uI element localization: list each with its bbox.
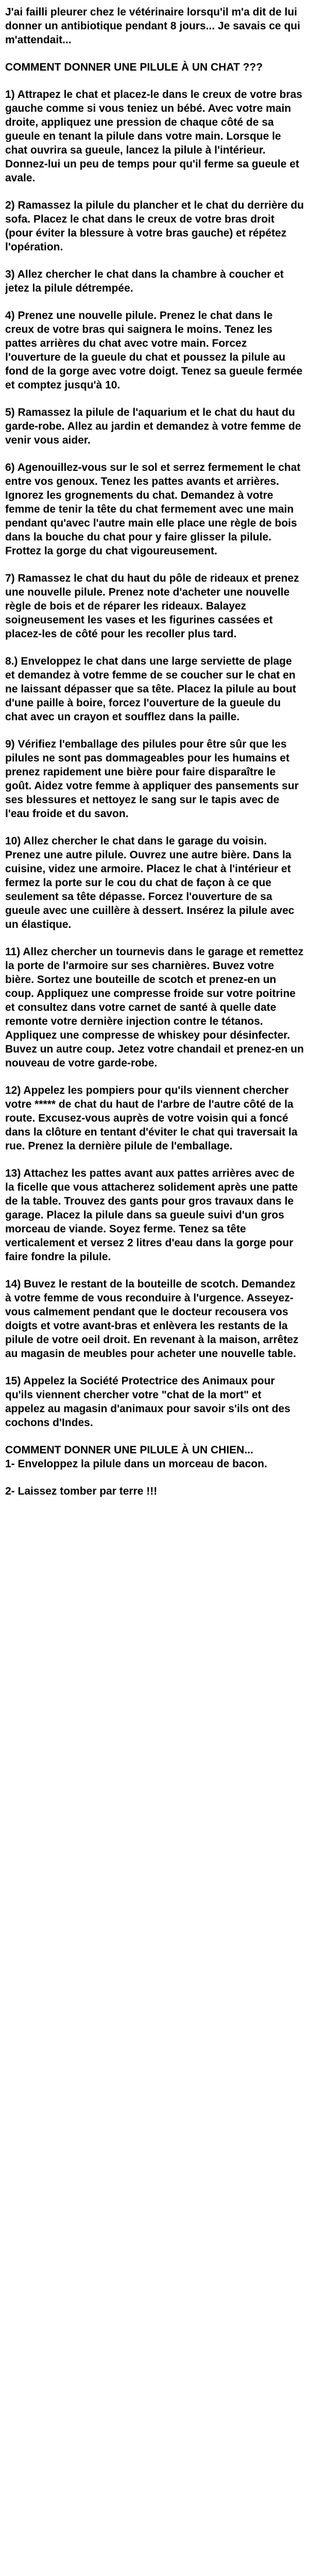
- cat-step-14: 14) Buvez le restant de la bouteille de scotch. Demandez à votre femme de vous reconduire à l'urgence. Asseyez-vous calmement pendant que le docteur recousera vos doigts et votre avant-bras et enlèvera les restants de la pilule de votre oeil droit. En revenant à la maison, arrêtez au magasin de meubles pour acheter une nouvelle table.: [5, 1278, 299, 1360]
- cat-step-4: 4) Prenez une nouvelle pilule. Prenez le chat dans le creux de votre bras qui saignera le moins. Tenez les pattes arrières du chat avec votre main. Forcez l'ouverture de la gueule du chat et poussez la pilule au fond de la gorge avec votre doigt. Tenez sa gueule fermée et comptez jusqu'à 10.: [5, 310, 303, 391]
- cat-step-13: 13) Attachez les pattes avant aux pattes arrières avec de la ficelle que vous attacherez solidement après une patte de la table. Trouvez des gants pour gros travaux dans le garage. Placez la pilule dans sa gueule suivi d'un gros morceau de viande. Soyez ferme. Tenez sa tête verticalement et versez 2 litres d'eau dans la gorge pour faire fondre la pilule.: [5, 1167, 298, 1263]
- cat-step-2: 2) Ramassez la pilule du plancher et le chat du derrière du sofa. Placez le chat dans le creux de votre bras droit (pour éviter la blessure à votre bras gauche) et répétez l'opération.: [5, 199, 304, 253]
- cat-step-8: 8.) Enveloppez le chat dans une large serviette de plage et demandez à votre femme de se coucher sur le chat en ne laissant dépasser que sa tête. Placez la pilule au bout d'une paille à boire, forcez l'ouverture de la gueule du chat avec un crayon et soufflez dans la paille.: [5, 655, 296, 723]
- cat-step-9: 9) Vérifiez l'emballage des pilules pour être sûr que les pilules ne sont pas dommageables pour les humains et prenez rapidement une bière pour faire disparaître le goût. Aidez votre femme à appliquer des pansements sur ses blessures et nettoyez le sang sur le tapis avec de l'eau froide et du savon.: [5, 738, 299, 820]
- cat-step-6: 6) Agenouillez-vous sur le sol et serrez fermement le chat entre vos genoux. Tenez les pattes avants et arrières. Ignorez les grognements du chat. Demandez à votre femme de tenir la tête du chat fermement avec une main pendant qu'avec l'autre main elle place une règle de bois dans la bouche du chat pour y faire glisser la pilule. Frottez la gorge du chat vigoureusement.: [5, 462, 301, 557]
- cat-step-15: 15) Appelez la Société Protectrice des Animaux pour qu'ils viennent chercher votre "chat de la mort" et appelez au magasin d'animaux pour savoir s'ils ont des cochons d'Indes.: [5, 1375, 290, 1429]
- section-title-dog: COMMENT DONNER UNE PILULE À UN CHIEN...: [5, 1444, 253, 1456]
- cat-step-10: 10) Allez chercher le chat dans le garage du voisin. Prenez une autre pilule. Ouvrez une autre bière. Dans la cuisine, videz une armoire. Placez le chat à l'intérieur et fermez la porte sur le cou du chat de façon à ce que seulement sa tête dépasse. Forcez l'ouverture de sa gueule avec une cuillère à dessert. Insérez la pilule avec un élastique.: [5, 835, 295, 930]
- cat-step-1: 1) Attrapez le chat et placez-le dans le creux de votre bras gauche comme si vous teniez un bébé. Avec votre main droite, appliquez une pression de chaque côté de sa gueule en tenant la pilule dans votre main. Lorsque le chat ouvrira sa gueule, lancez la pilule à l'intérieur. Donnez-lui un peu de temps pour qu'il ferme sa gueule et avale.: [5, 89, 302, 184]
- cat-step-11: 11) Allez chercher un tournevis dans le garage et remettez la porte de l'armoire sur ses charnières. Buvez votre bière. Sortez une bouteille de scotch et prenez-en un coup. Appliquez une compresse froide sur votre poitrine et consultez dans votre carnet de santé à quelle date remonte votre dernière injection contre le tétanos. Appliquez une compresse de whiskey pour désinfecter. Buvez un autre coup. Jetez votre chandail et prenez-en un nouveau de votre garde-robe.: [5, 946, 304, 1069]
- cat-step-3: 3) Allez chercher le chat dans la chambre à coucher et jetez la pilule détrempée.: [5, 268, 284, 294]
- dog-step-1: 1- Enveloppez la pilule dans un morceau de bacon.: [5, 1458, 267, 1470]
- intro-text: J'ai failli pleurer chez le vétérinaire lorsqu'il m'a dit de lui donner un antibiotique pendant 8 jours... Je savais ce qui m'attendait...: [5, 6, 300, 46]
- dog-step-2: 2- Laissez tomber par terre !!!: [5, 1485, 158, 1497]
- cat-step-12: 12) Appelez les pompiers pour qu'ils viennent chercher votre ***** de chat du haut de l'arbre de l'autre côté de la route. Excusez-vous auprès de votre voisin qui a foncé dans la clôture en tentant d'éviter le chat qui traversait la rue. Prenez la dernière pilule de l'emballage.: [5, 1084, 298, 1152]
- cat-step-7: 7) Ramassez le chat du haut du pôle de rideaux et prenez une nouvelle pilule. Prenez note d'acheter une nouvelle règle de bois et de réparer les rideaux. Balayez soigneusement les vases et les figurines cassées et placez-les de côté pour les recoller plus tard.: [5, 572, 299, 640]
- section-title-cat: COMMENT DONNER UNE PILULE À UN CHAT ???: [5, 61, 263, 73]
- cat-step-5: 5) Ramassez la pilule de l'aquarium et le chat du haut du garde-robe. Allez au jardin et demandez à votre femme de venir vous aider.: [5, 406, 301, 446]
